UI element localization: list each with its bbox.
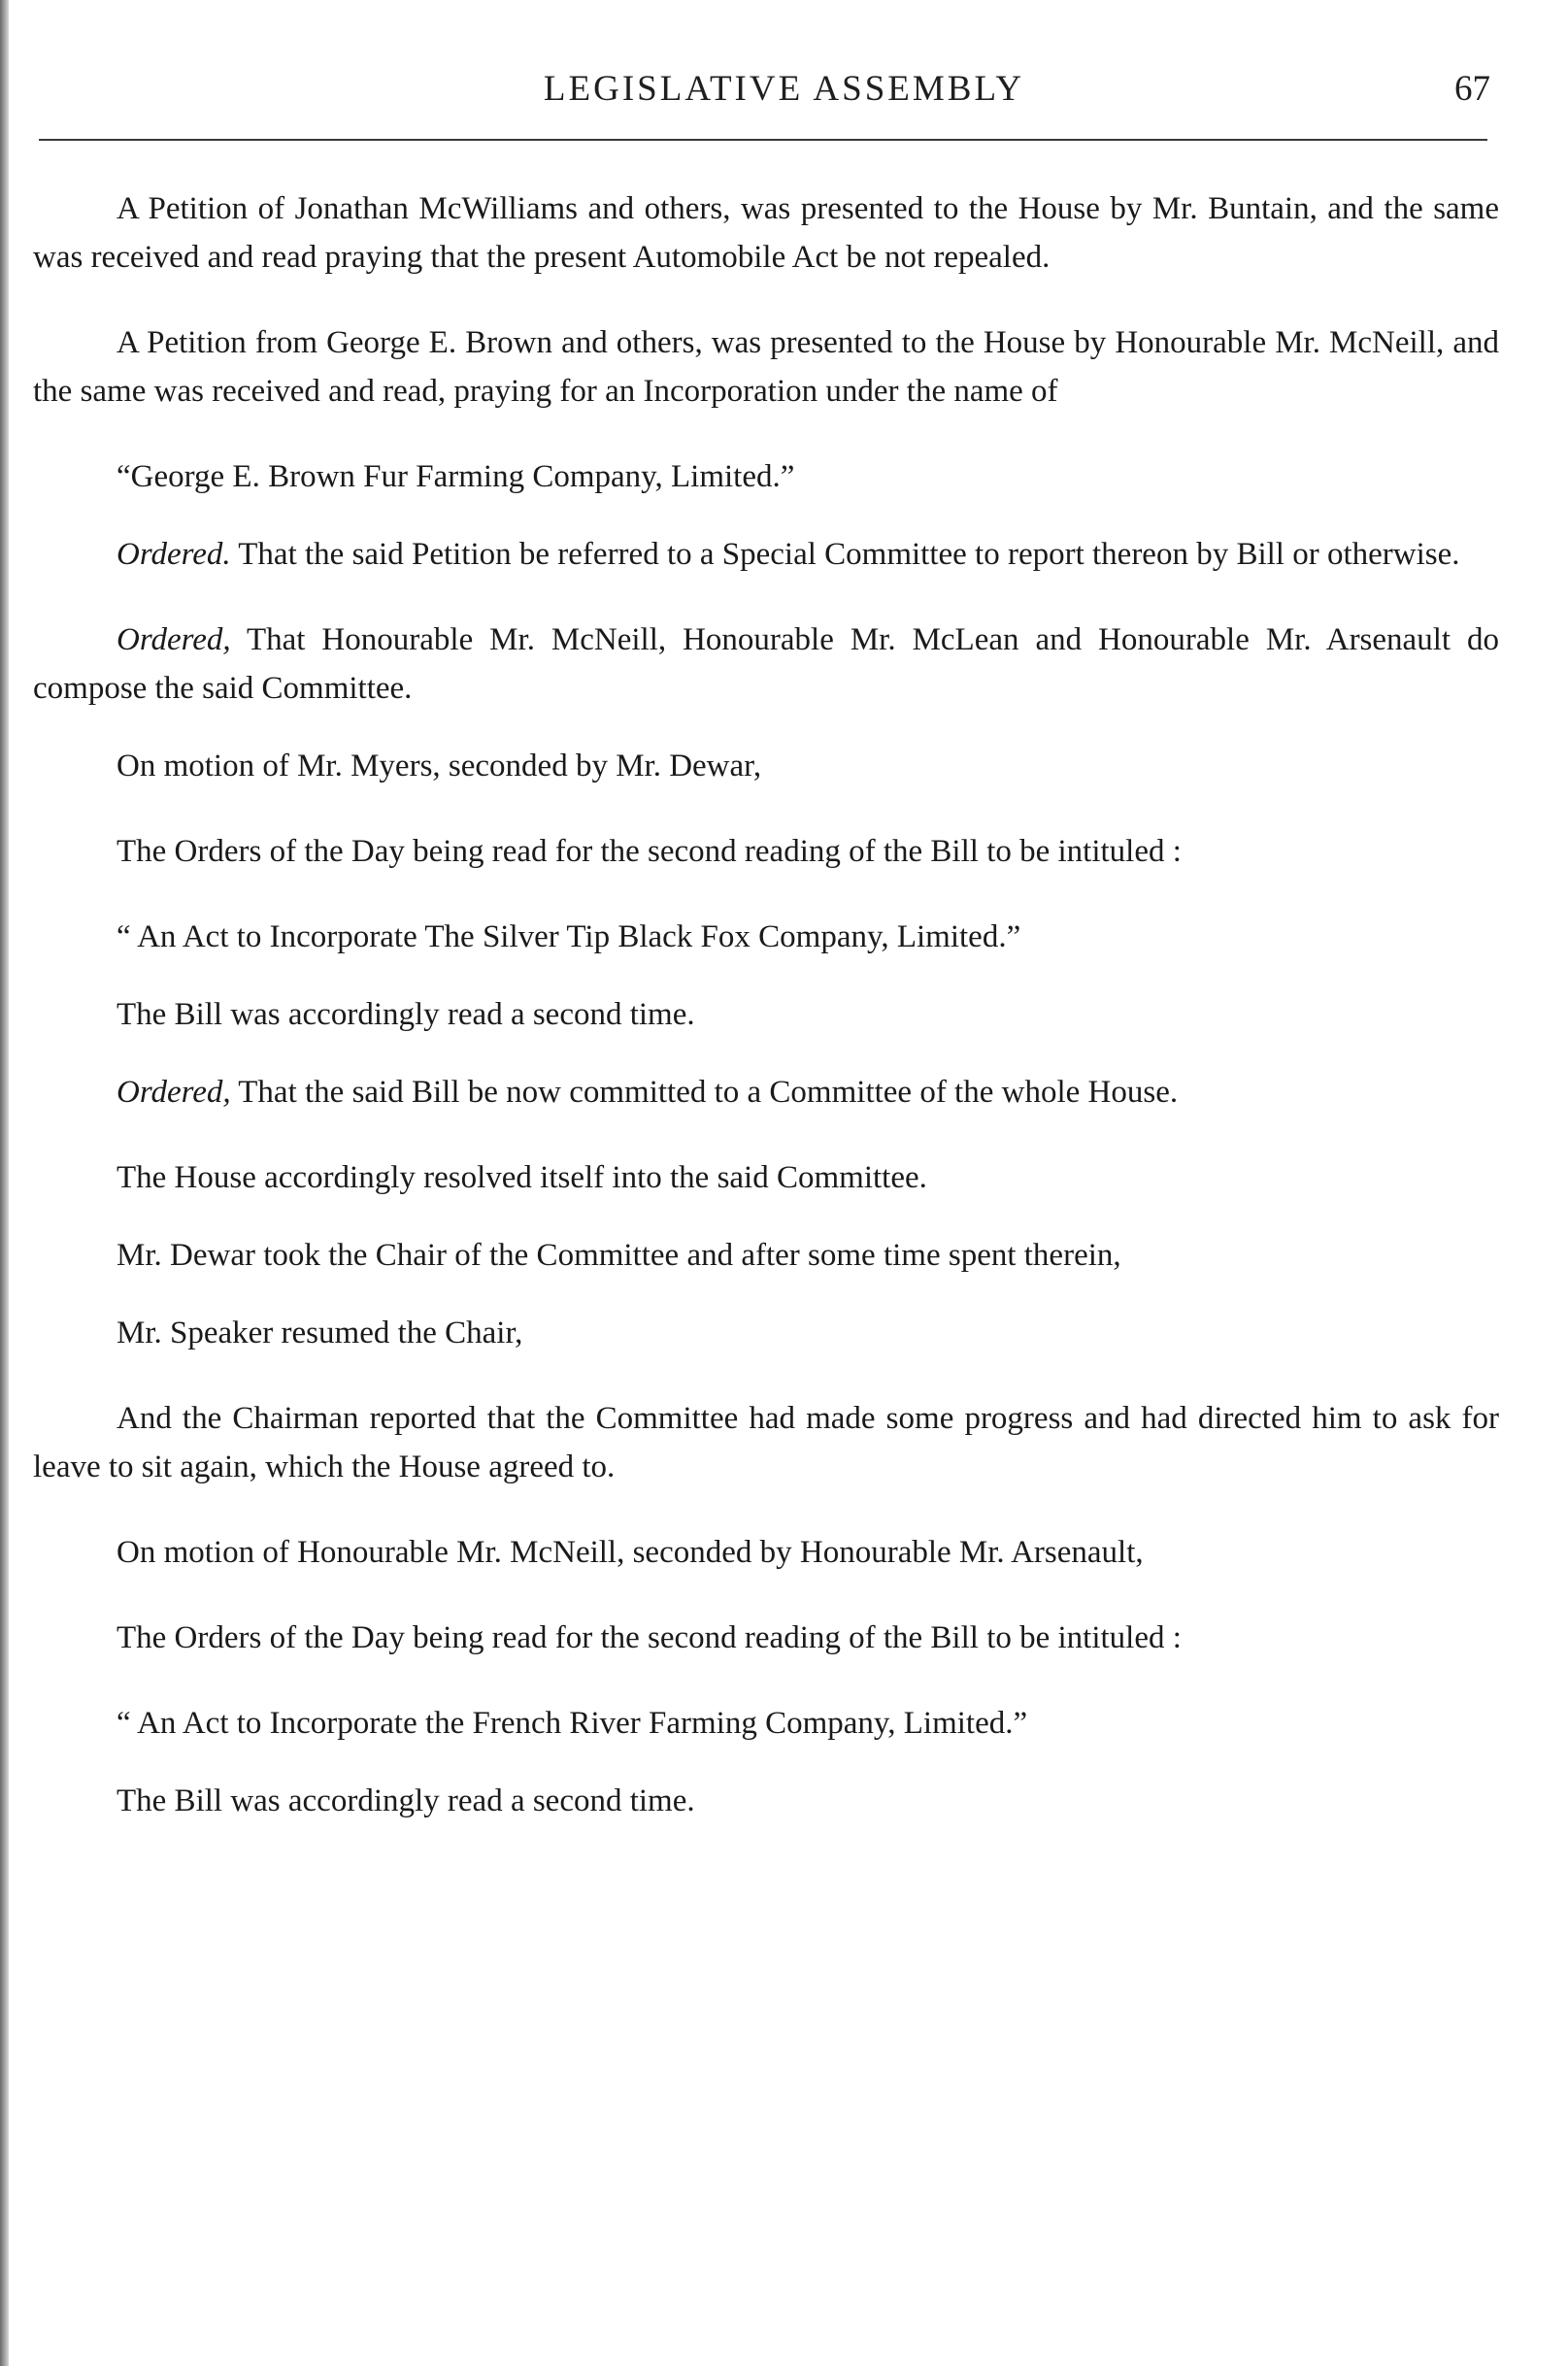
- paragraph-lead: Ordered,: [117, 622, 231, 657]
- paragraph-motion-myers: [33, 742, 1499, 790]
- paragraph-text: The Orders of the Day being read for the second reading of the Bill to be intituled :: [117, 834, 1182, 869]
- paragraph-text: “ An Act to Incorporate The Silver Tip Black Fox Company, Limited.”: [117, 919, 1021, 954]
- paragraph-text: That the said Petition be referred to a Special Committee to report thereon by Bill or otherwise.: [230, 537, 1460, 572]
- paragraph-text: Mr. Speaker resumed the Chair,: [117, 1316, 523, 1350]
- paragraph-order-refer: [33, 530, 1499, 579]
- paragraph-company-name: [33, 452, 1499, 501]
- page-header: [0, 60, 1568, 118]
- paragraph-text: The House accordingly resolved itself into the said Committee.: [117, 1160, 927, 1195]
- paragraph-dewar-chair: [33, 1231, 1499, 1280]
- paragraph-speaker-resumed: [33, 1309, 1499, 1357]
- paragraph-second-reading-1: [33, 990, 1499, 1039]
- paragraph-lead: Ordered,: [117, 1075, 231, 1110]
- paragraph-orders-of-day-2: [33, 1614, 1499, 1662]
- paragraph-text: On motion of Mr. Myers, seconded by Mr. Dewar,: [117, 749, 762, 783]
- paragraph-text: A Petition of Jonathan McWilliams and others, was presented to the House by Mr. Buntain, and the same was received and read praying that the present Automobile Act be not repealed.: [33, 191, 1499, 275]
- paragraph-second-reading-2: [33, 1777, 1499, 1825]
- paragraph-lead: Ordered.: [117, 537, 231, 572]
- paragraph-petition-mcwilliams: [33, 184, 1499, 282]
- header-rule: [39, 139, 1487, 141]
- paragraph-orders-of-day-1: [33, 827, 1499, 876]
- paragraph-text: That the said Bill be now committed to a Committee of the whole House.: [230, 1075, 1179, 1110]
- paragraph-house-resolved: [33, 1153, 1499, 1202]
- page-binding-edge: [0, 0, 9, 2366]
- paragraph-bill-title-1: [33, 913, 1499, 961]
- paragraph-text: Mr. Dewar took the Chair of the Committee and after some time spent therein,: [117, 1238, 1121, 1273]
- paragraph-text: On motion of Honourable Mr. McNeill, seconded by Honourable Mr. Arsenault,: [117, 1535, 1144, 1570]
- paragraph-order-whole-house: [33, 1068, 1499, 1116]
- paragraph-petition-brown: [33, 318, 1499, 416]
- paragraph-motion-mcneill: [33, 1528, 1499, 1577]
- paragraph-text: The Orders of the Day being read for the second reading of the Bill to be intituled :: [117, 1620, 1182, 1655]
- journal-text: [33, 184, 1499, 1854]
- paragraph-order-committee: [33, 616, 1499, 713]
- paragraph-text: “ An Act to Incorporate the French River Farming Company, Limited.”: [117, 1706, 1028, 1741]
- running-head: LEGISLATIVE ASSEMBLY: [543, 69, 1025, 109]
- paragraph-bill-title-2: [33, 1699, 1499, 1748]
- paragraph-text: The Bill was accordingly read a second time.: [117, 997, 695, 1032]
- paragraph-text: That Honourable Mr. McNeill, Honourable Mr. McLean and Honourable Mr. Arsenault do compose the said Committee.: [33, 622, 1499, 706]
- paragraph-text: And the Chairman reported that the Committee had made some progress and had directed him to ask for leave to sit again, which the House agreed to.: [33, 1401, 1499, 1484]
- paragraph-text: The Bill was accordingly read a second time.: [117, 1783, 695, 1818]
- paragraph-text: A Petition from George E. Brown and others, was presented to the House by Honourable Mr. McNeill, and the same was received and read, praying for an Incorporation under the name of: [33, 325, 1499, 409]
- page-number: 67: [1454, 69, 1490, 109]
- paragraph-text: “George E. Brown Fur Farming Company, Limited.”: [117, 459, 795, 494]
- paragraph-chairman-reported: [33, 1394, 1499, 1491]
